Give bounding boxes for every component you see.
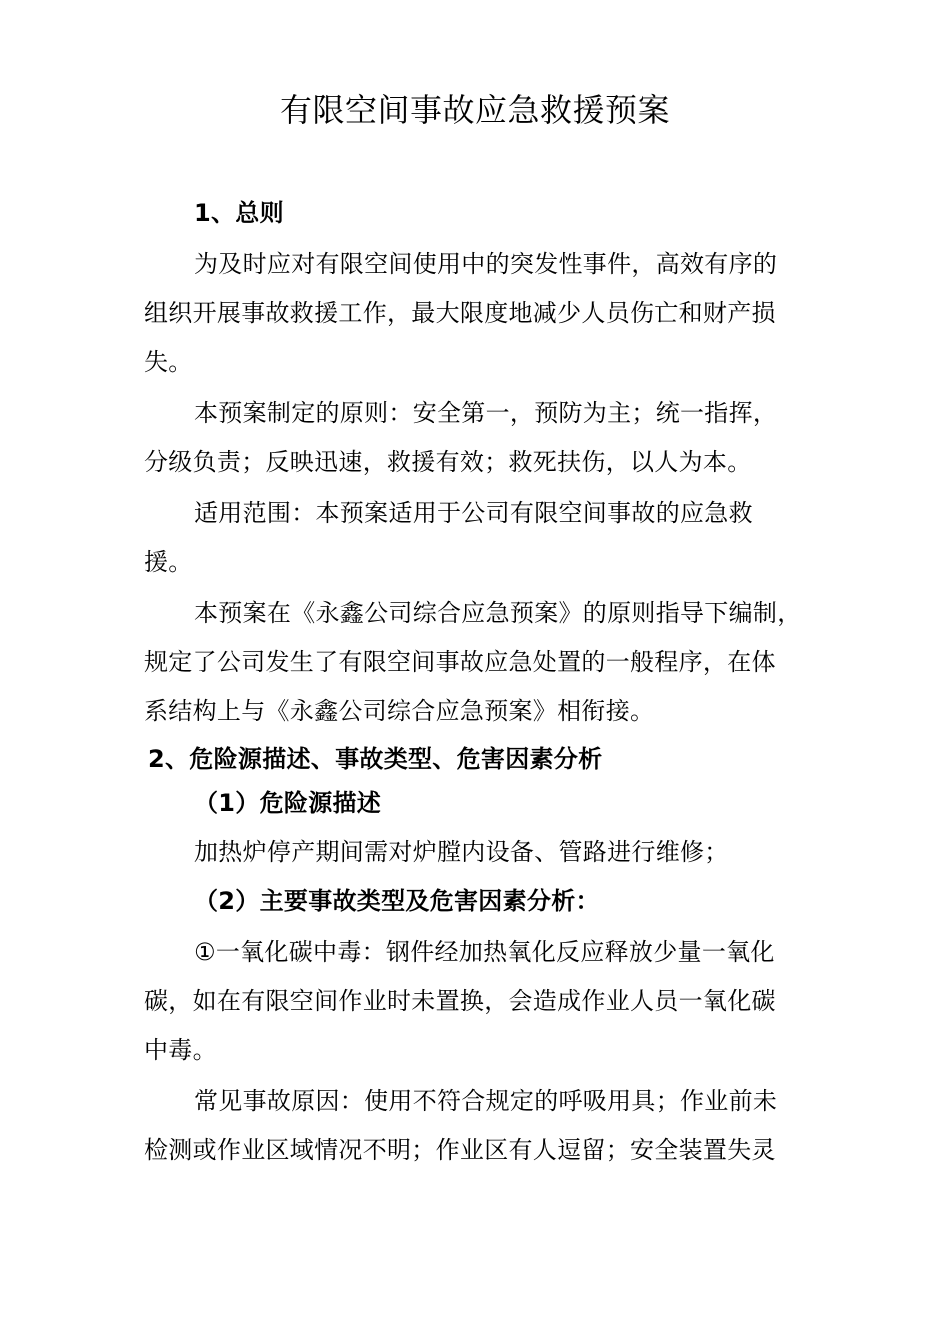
paragraph-line: 本预案在《永鑫公司综合应急预案》的原则指导下编制， [194, 599, 802, 627]
paragraph-line: 分级负责；反映迅速，救援有效；救死扶伤，以人为本。 [144, 448, 752, 476]
section-heading-hazards: 2、危险源描述、事故类型、危害因素分析 [148, 745, 603, 773]
paragraph-line: 检测或作业区域情况不明；作业区有人逗留；安全装置失灵 [144, 1136, 776, 1164]
paragraph-line: 碳，如在有限空间作业时未置换，会造成作业人员一氧化碳 [144, 987, 776, 1015]
paragraph-line: 组织开展事故救援工作，最大限度地减少人员伤亡和财产损 [144, 299, 776, 327]
paragraph-line: 规定了公司发生了有限空间事故应急处置的一般程序，在体 [144, 648, 776, 676]
paragraph-line: 常见事故原因：使用不符合规定的呼吸用具；作业前未 [194, 1087, 778, 1115]
subsection-heading-hazard-source: （1）危险源描述 [194, 789, 382, 817]
document-title: 有限空间事故应急救援预案 [279, 91, 670, 129]
paragraph-line: 失。 [144, 348, 193, 376]
paragraph-line: 适用范围：本预案适用于公司有限空间事故的应急救 [194, 499, 753, 527]
paragraph-line: ①一氧化碳中毒：钢件经加热氧化反应释放少量一氧化 [194, 938, 775, 966]
paragraph-line: 本预案制定的原则：安全第一，预防为主；统一指挥， [194, 399, 778, 427]
paragraph-line: 系结构上与《永鑫公司综合应急预案》相衔接。 [144, 697, 655, 725]
subsection-heading-accident-types: （2）主要事故类型及危害因素分析： [194, 887, 600, 915]
paragraph-line: 援。 [144, 548, 193, 576]
paragraph-line: 为及时应对有限空间使用中的突发性事件，高效有序的 [194, 250, 778, 278]
paragraph-line: 中毒。 [144, 1036, 217, 1064]
section-heading-general: 1、总则 [194, 199, 284, 227]
paragraph-line: 加热炉停产期间需对炉膛内设备、管路进行维修； [194, 838, 729, 866]
